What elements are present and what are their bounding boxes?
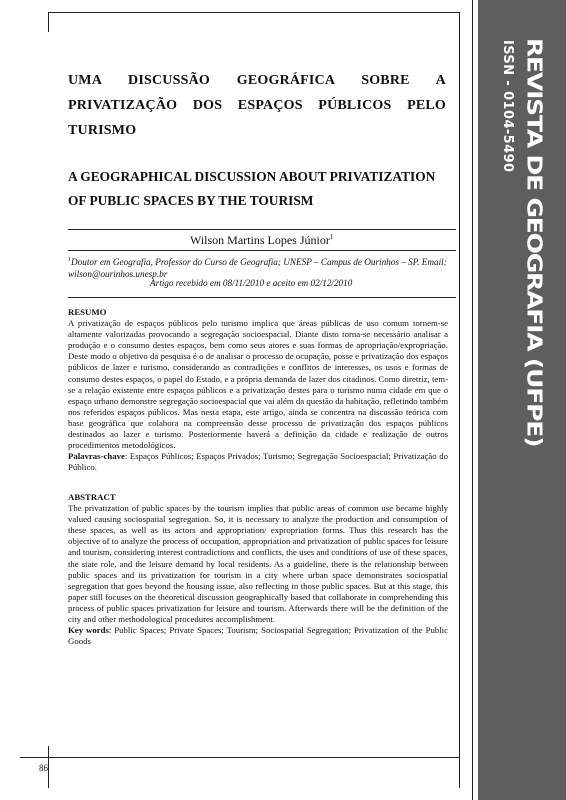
resumo-keywords-label: Palavras-chave [68, 451, 125, 462]
title-pt-line: PRIVATIZAÇÃO DOS ESPAÇOS PÚBLICOS PELO [68, 98, 446, 113]
journal-issn: ISSN - 0104-5490 [500, 40, 515, 173]
title-en-line: OF PUBLIC SPACES BY THE TOURISM [68, 193, 314, 208]
received-dates: Artigo recebido em 08/11/2010 e aceito em 02/12/2010 [150, 278, 353, 288]
author-affiliation [68, 254, 458, 280]
author-name-text: Wilson Martins Lopes Júnior [190, 233, 330, 247]
sidebar-border [472, 0, 473, 800]
resumo-keywords: : Espaços Públicos; Espaços Privados; Turismo; Segregação Socioespacial; Privatização do Público. [68, 451, 448, 473]
abstract-top-rule [68, 297, 456, 298]
abstract-heading: ABSTRACT [68, 492, 116, 502]
resumo-section [68, 307, 448, 473]
footer-rule [20, 757, 460, 758]
affiliation-text: Doutor em Geografia, Professor do Curso de Geografia; UNESP – Campus de Ourinhos – SP. Email: wilson@ourinhos.unesp.br [68, 257, 447, 280]
resumo-text: A privatização de espaços públicos pelo turismo implica que áreas públicas de uso comum tornem-se altamente valorizadas provocando a segregação socioespacial. Diante disto torna-se necessário analisar a produção e o consumo destes espaços, bem como seus atores e suas formas de apropriação/expropriação. Deste modo o objetivo da pesquisa é o de analisar o processo de ocupação, posse e privatização dos espaços públicos de lazer e turismo, considerando as contradições e conflitos de interesses, os usos e formas de consumo destes espaços, o papel do Estado, e a própria demanda de lazer dos citadinos. Como diretriz, tem-se a relação existente entre espaços públicos e a privatização destes para o turismo numa cidade em que o espaço urbano demonstre segregação socioespacial que vai além da questão da habitação, refletindo também nos referidos espaços públicos. Mas nesta etapa, este artigo, ainda se concentra na discussão teórica com base geográfica que colabora na compreensão desse processo de privatização dos espaços públicos destinados ao lazer e turismo. Posteriormente haverá a definição da cidade e realização de outros procedimentos metodológicos. [68, 318, 448, 451]
author-footnote-marker: 1 [329, 233, 334, 241]
frame-top-rule [48, 12, 460, 13]
footer-left-rule [48, 746, 49, 788]
article-title-english [68, 165, 454, 213]
abstract-section [68, 492, 448, 647]
author-top-rule [68, 229, 456, 230]
abstract-keywords: : Public Spaces; Private Spaces; Tourism; Sociospatial Segregation; Privatization of the Public Goods [68, 625, 448, 647]
title-pt-line: UMA DISCUSSÃO GEOGRÁFICA SOBRE A [68, 73, 446, 88]
abstract-keywords-label: Key words [68, 625, 109, 636]
abstract-text: The privatization of public spaces by the tourism implies that public areas of common use became highly valued causing sociospatial segregation. So, it is necessary to analyze the production and consumption of these spaces, as well as its actors and appropriation/ expropriation forms. Thus this research has the objective of to analyze the process of occupation, appropriation and privatization of public spaces for leisure and tourism, considering interest contradictions and conflicts, the uses and conditions of use of these spaces, the state role, and the leisure demand by local residents. As a guideline, there is the relationship between public spaces and its privatization for tourism in a city where urban space demonstrates sociospatial segregation that goes beyond the housing issue, also reflecting in those public spaces. But at this stage, this paper still focuses on the theoretical discussion geographically based that collaborate in comprehending this process of public spaces privatization for leisure and tourism. Afterwards there will be the definition of the city and other methodological procedures accomplishment. [68, 503, 449, 625]
frame-right-rule [459, 12, 460, 788]
article-title-portuguese [68, 68, 446, 143]
author-bottom-rule [68, 250, 456, 251]
frame-left-rule [48, 12, 49, 32]
title-en-line: A GEOGRAPHICAL DISCUSSION ABOUT PRIVATIZATION [68, 169, 436, 184]
title-pt-line: TURISMO [68, 123, 137, 138]
page-number: 86 [39, 763, 48, 773]
affiliation-marker: 1 [68, 257, 71, 263]
resumo-heading: RESUMO [68, 307, 107, 317]
journal-title: REVISTA DE GEOGRAFIA (UFPE) [522, 38, 547, 447]
author-name [190, 233, 333, 248]
